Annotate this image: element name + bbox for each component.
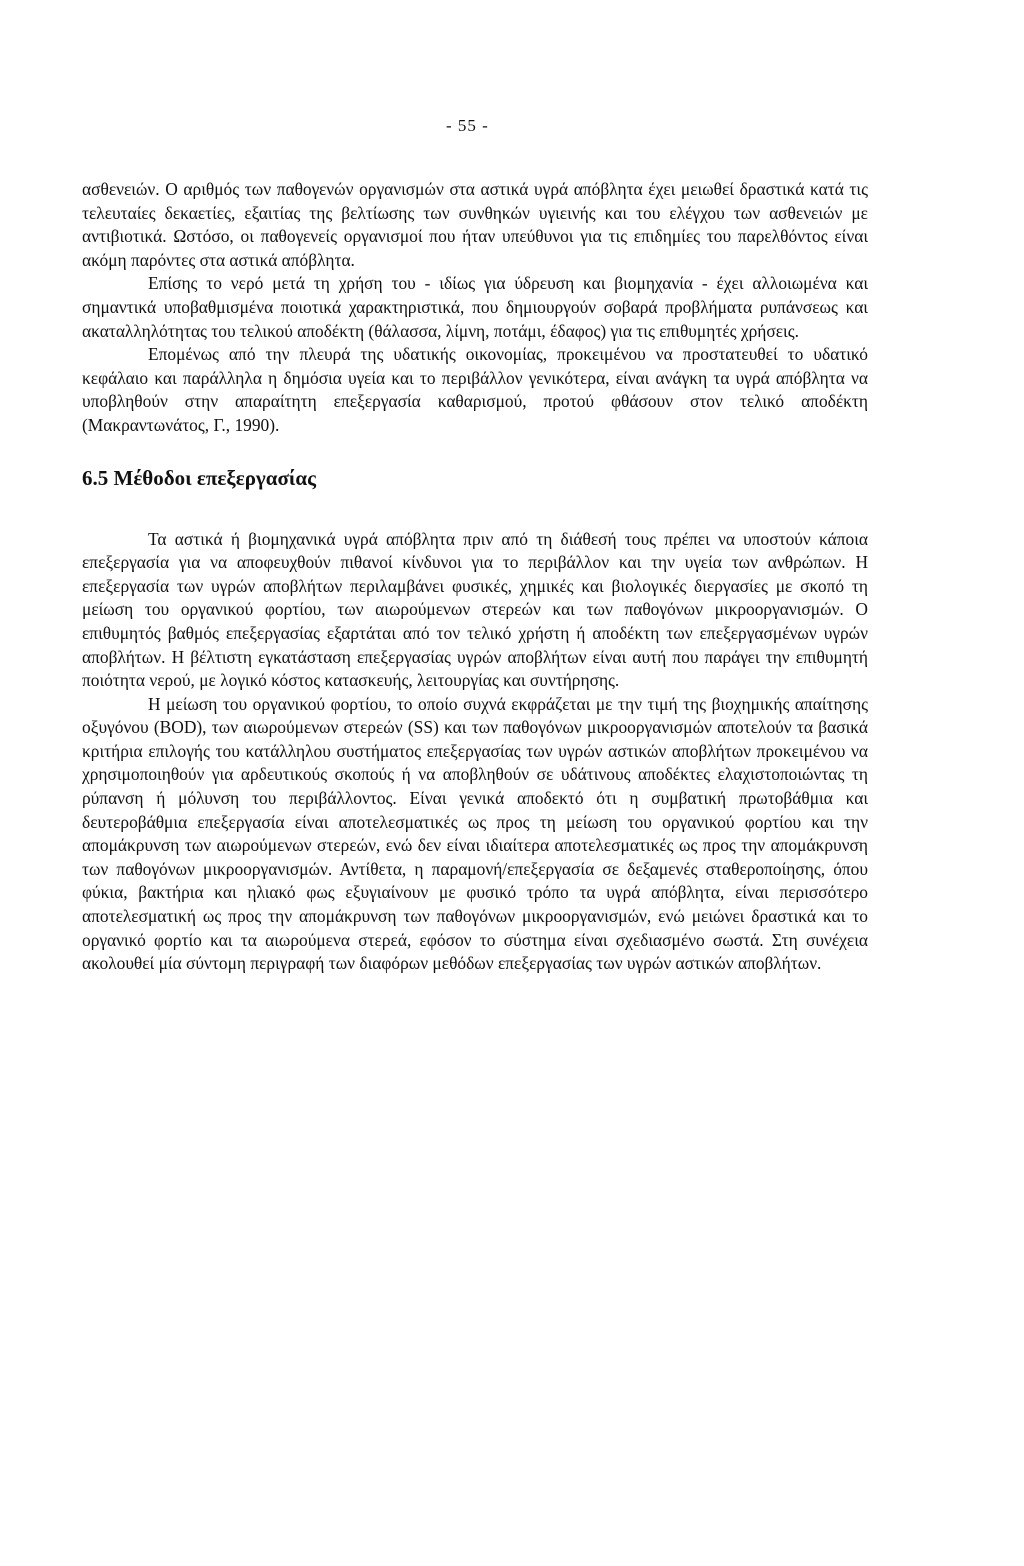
page-number: - 55 - <box>446 116 489 135</box>
paragraph-continuation: ασθενειών. Ο αριθμός των παθογενών οργανισμών στα αστικά υγρά απόβλητα έχει μειωθεί δραστικά κατά τις τελευταίες δεκαετίες, εξαιτίας της βελτίωσης των συνθηκών υγιεινής και του ελέγχου των ασθενειών με αντιβιοτικά. Ωστόσο, οι παθογενείς οργανισμοί που ήταν υπεύθυνοι για τις επιδημίες του παρελθόντος είναι ακόμη παρόντες στα αστικά απόβλητα. <box>82 179 868 270</box>
document-body <box>82 178 868 976</box>
paragraph-water-quality: Επίσης το νερό μετά τη χρήση του - ιδίως για ύδρευση και βιομηχανία - έχει αλλοιωμένα και σημαντικά υποβαθμισμένα ποιοτικά χαρακτηριστικά, που δημιουργούν σοβαρά προβλήματα ρυπάνσεως και ακαταλληλότητας του τελικού αποδέκτη (θάλασσα, λίμνη, ποτάμι, έδαφος) για τις επιθυμητές χρήσεις. <box>82 273 868 341</box>
paragraph-treatment-criteria: Η μείωση του οργανικού φορτίου, το οποίο συχνά εκφράζεται με την τιμή της βιοχημικής απαίτησης οξυγόνου (BOD), των αιωρούμενων στερεών (SS) και των παθογόνων μικροοργανισμών αποτελούν τα βασικά κριτήρια επιλογής του κατάλληλου συστήματος επεξεργασίας των υγρών αστικών αποβλήτων προκειμένου να χρησιμοποιηθούν για αρδευτικούς σκοπούς ή να αποβληθούν σε υδάτινους αποδέκτες ελαχιστοποιώντας τη ρύπανση ή μόλυνση του περιβάλλοντος. Είναι γενικά αποδεκτό ότι η συμβατική πρωτοβάθμια και δευτεροβάθμια επεξεργασία είναι αποτελεσματικές ως προς τη μείωση του οργανικού φορτίου και την απομάκρυνση των αιωρούμενων στερεών, ενώ δεν είναι ιδιαίτερα αποτελεσματικές ως προς την απομάκρυνση των παθογόνων μικροοργανισμών. Αντίθετα, η παραμονή/επεξεργασία σε δεξαμενές σταθεροποίησης, όπου φύκια, βακτήρια και ηλιακό φως εξυγιαίνουν με φυσικό τρόπο τα υγρά απόβλητα, είναι περισσότερο αποτελεσματική ως προς την απομάκρυνση των παθογόνων μικροοργανισμών, ενώ μειώνει δραστικά και το οργανικό φορτίο και τα αιωρούμενα στερεά, εφόσον το σύστημα είναι σχεδιασμένο σωστά. Στη συνέχεια ακολουθεί μία σύντομη περιγραφή των διαφόρων μεθόδων επεξεργασίας των υγρών αστικών αποβλήτων. <box>82 693 868 974</box>
paragraph-water-economy: Επομένως από την πλευρά της υδατικής οικονομίας, προκειμένου να προστατευθεί το υδατικό κεφάλαιο και παράλληλα η δημόσια υγεία και το περιβάλλον γενικότερα, είναι ανάγκη τα υγρά απόβλητα να υποβληθούν στην απαραίτητη επεξεργασία καθαρισμού, προτού φθάσουν στον τελικό αποδέκτη (Μακραντωνάτος, Γ., 1990). <box>82 344 868 435</box>
section-heading: 6.5 Μέθοδοι επεξεργασίας <box>82 465 316 490</box>
paragraph-treatment-intro: Τα αστικά ή βιομηχανικά υγρά απόβλητα πριν από τη διάθεσή τους πρέπει να υποστούν κάποια επεξεργασία για να αποφευχθούν πιθανοί κίνδυνοι για το περιβάλλον και την υγεία των ανθρώπων. Η επεξεργασία των υγρών αποβλήτων περιλαμβάνει φυσικές, χημικές και βιολογικές διεργασίες με σκοπό τη μείωση του οργανικού φορτίου, των αιωρούμενων στερεών και των παθογόνων μικροοργανισμών. Ο επιθυμητός βαθμός επεξεργασίας εξαρτάται από τον τελικό χρήστη ή αποδέκτη των επεξεργασμένων υγρών αποβλήτων. Η βέλτιστη εγκατάσταση επεξεργασίας υγρών αποβλήτων είναι αυτή που παράγει την επιθυμητή ποιότητα νερού, με λογικό κόστος κατασκευής, λειτουργίας και συντήρησης. <box>82 528 868 691</box>
